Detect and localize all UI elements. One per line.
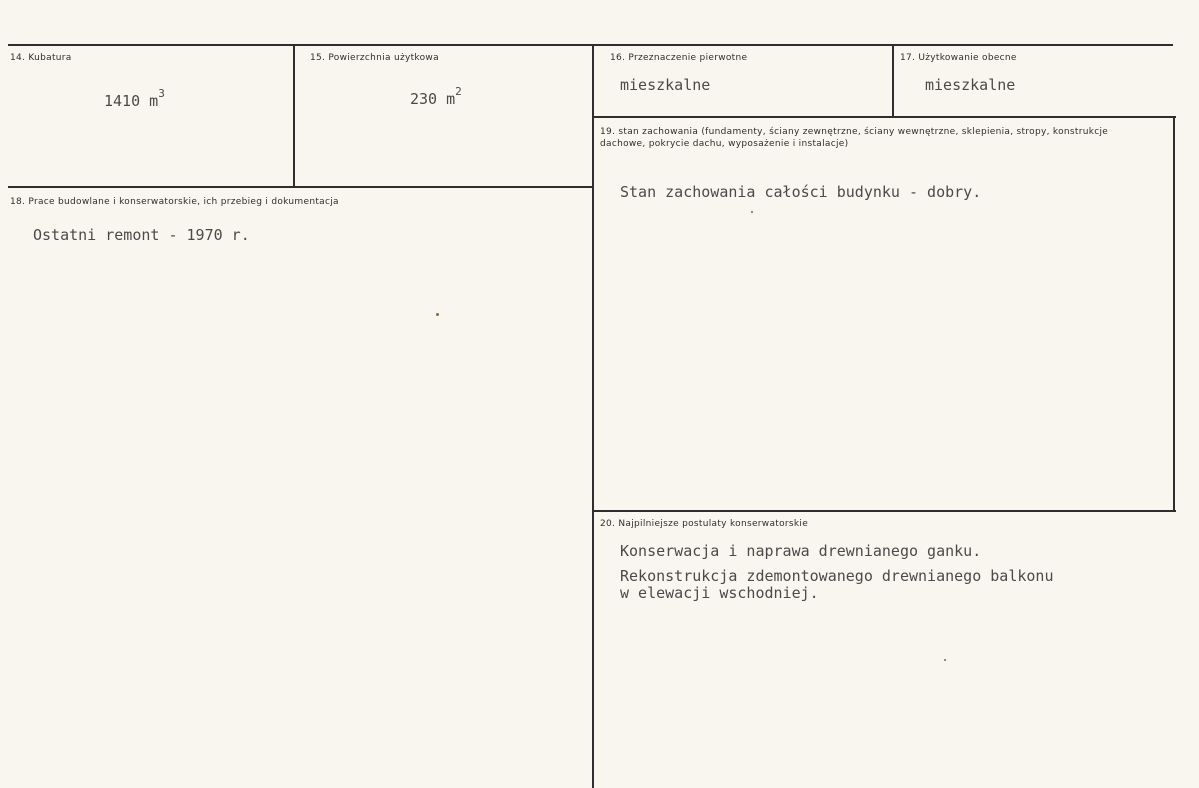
usable-area-unit-exponent: 2 [455, 85, 462, 98]
field-16-label: 16. Przeznaczenie pierwotne [610, 53, 748, 63]
field-14-value [104, 88, 165, 110]
field-18-value: Ostatni remont - 1970 r. [33, 226, 250, 244]
field-19-value: Stan zachowania całości budynku - dobry. [620, 183, 982, 201]
paper-speck [751, 211, 753, 213]
rule-under-14-15 [8, 186, 594, 188]
field-20-line-1: Konserwacja i naprawa drewnianego ganku. [620, 542, 982, 560]
field-16-value: mieszkalne [620, 76, 711, 94]
cubature-unit-exponent: 3 [158, 87, 165, 100]
paper-speck [436, 313, 439, 316]
field-15-value [410, 86, 462, 108]
paper-speck [944, 659, 946, 661]
right-edge-rule [1173, 118, 1175, 512]
field-17-label: 17. Użytkowanie obecne [900, 53, 1017, 63]
field-14-label: 14. Kubatura [10, 53, 72, 63]
field-15-label: 15. Powierzchnia użytkowa [310, 53, 439, 63]
field-17-value: mieszkalne [925, 76, 1016, 94]
field-20-label: 20. Najpilniejsze postulaty konserwatorskie [600, 519, 809, 529]
divider-16-17 [892, 46, 894, 116]
rule-above-20 [594, 510, 1176, 512]
top-rule [8, 44, 1173, 46]
field-19-label: 19. stan zachowania (fundamenty, ściany zewnętrzne, ściany wewnętrzne, sklepienia, stropy, konstrukcje dachowe, pokrycie dachu, wyposażenie i instalacje) [600, 127, 1109, 149]
field-20-line-3: w elewacji wschodniej. [620, 584, 819, 602]
field-20-line-2: Rekonstrukcja zdemontowanego drewnianego balkonu [620, 567, 1054, 585]
field-18-label: 18. Prace budowlane i konserwatorskie, ich przebieg i dokumentacja [10, 197, 339, 207]
usable-area-value: 230 m [410, 90, 456, 108]
center-divider [592, 46, 594, 788]
cubature-value: 1410 m [104, 92, 159, 110]
rule-under-16-17 [594, 116, 1176, 118]
divider-14-15 [293, 46, 295, 186]
